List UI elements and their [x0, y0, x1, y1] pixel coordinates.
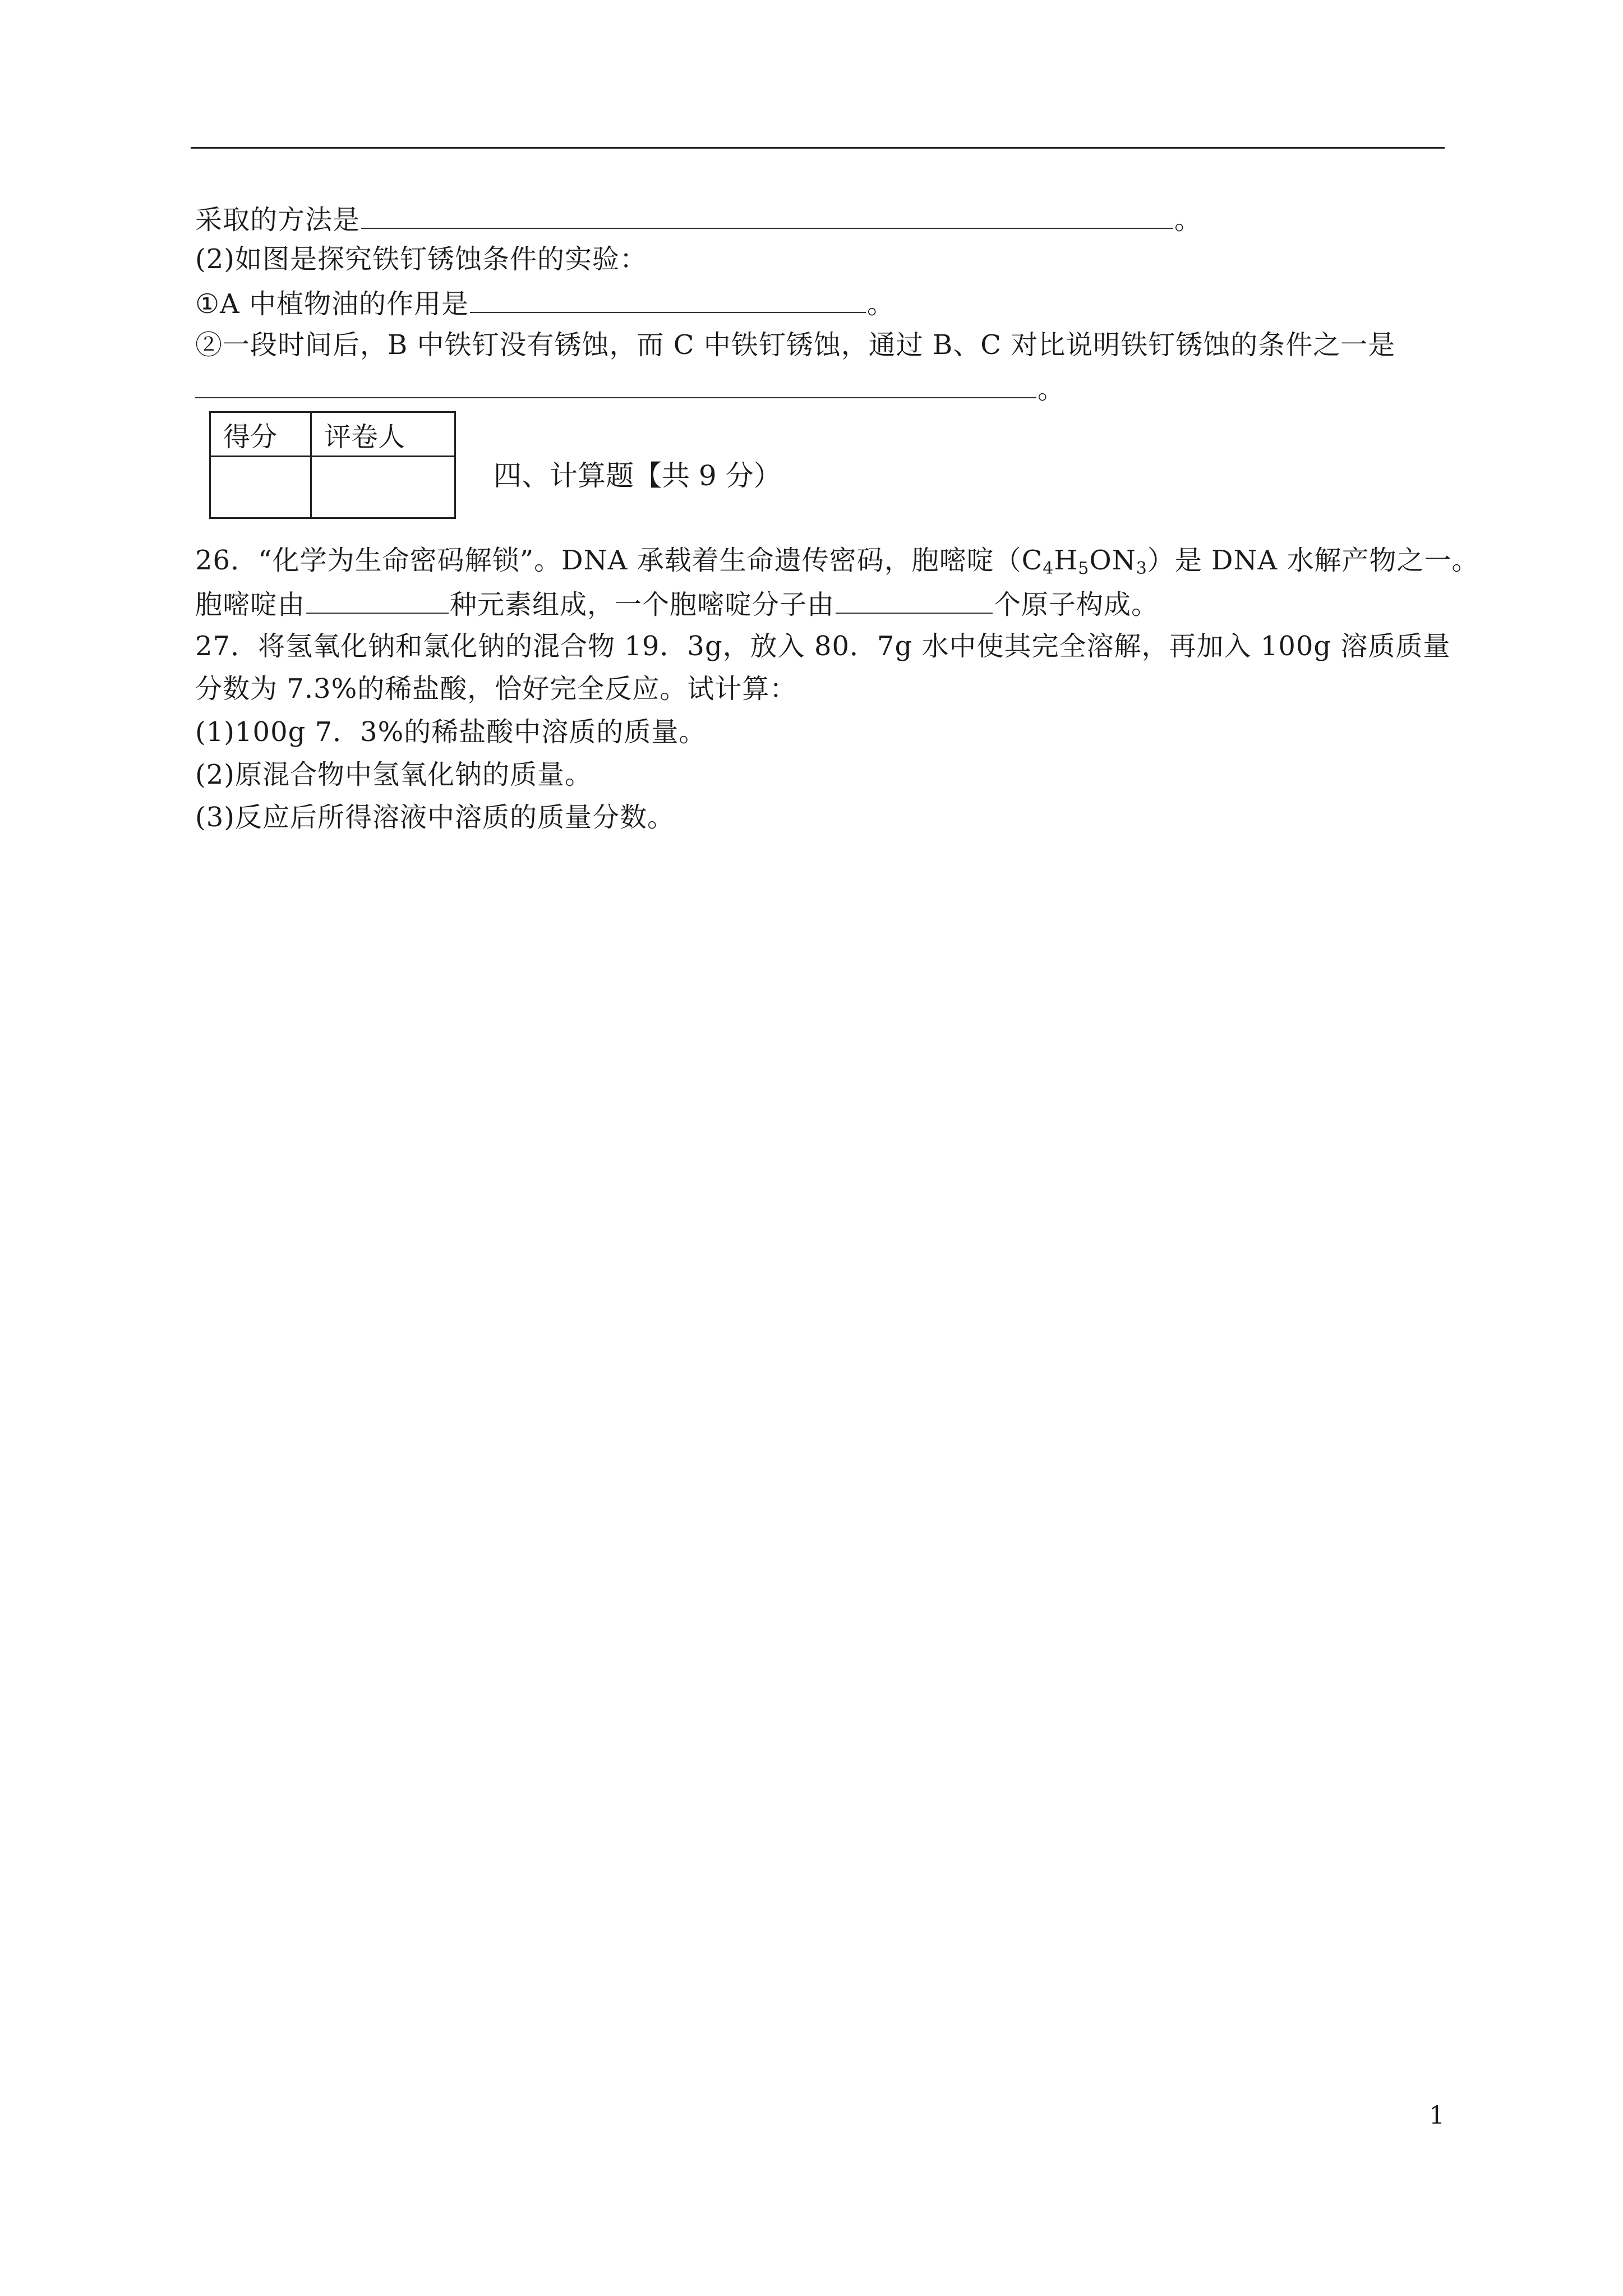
section-title: 四、计算题【共 9 分） — [494, 459, 782, 492]
question-26-line-1: 26．“化学为生命密码解锁”。DNA 承载着生命遗传密码，胞嘧啶$(C_4H_5ON_3)$是 DNA 水解产物之一。 — [195, 545, 1479, 578]
header-rule — [191, 147, 1445, 149]
question-25-line-rust: ②一段时间后，B 中铁钉没有锈蚀，而 C 中铁钉锈蚀，通过 B、C 对比说明铁钉锈蚀的条件之一是 — [195, 329, 1396, 361]
grader-header: 评卷人 — [311, 412, 455, 457]
score-cell[interactable] — [210, 457, 311, 518]
score-header: 得分 — [210, 412, 311, 457]
question-25-line-oil — [195, 285, 895, 321]
question-25-part-2: (2)如图是探究铁钉锈蚀条件的实验： — [195, 243, 647, 275]
question-25-line-method — [195, 201, 1202, 237]
grader-cell[interactable] — [311, 457, 455, 518]
method-label: 采取的方法是 — [195, 204, 361, 236]
line-end: 。 — [1174, 204, 1202, 236]
question-27-sub-3: (3)反应后所得溶液中溶质的质量分数。 — [195, 802, 675, 833]
answer-blank[interactable] — [306, 586, 449, 614]
answer-blank[interactable] — [470, 285, 866, 313]
answer-blank[interactable] — [195, 370, 1036, 398]
question-25-line-rust-answer — [195, 370, 1065, 407]
line-end: 。 — [866, 288, 895, 320]
answer-blank[interactable] — [836, 586, 993, 614]
score-table — [209, 411, 456, 519]
question-27-sub-2: (2)原混合物中氢氧化钠的质量。 — [195, 759, 592, 790]
page-number: 1 — [1429, 2101, 1445, 2130]
oil-label: ①A 中植物油的作用是 — [195, 288, 469, 320]
question-27-line-2: 分数为 7.3%的稀盐酸，恰好完全反应。试计算： — [195, 673, 797, 705]
question-27-sub-1: (1)100g 7．3%的稀盐酸中溶质的质量。 — [195, 716, 707, 748]
question-26-line-2: 胞嘧啶由 种元素组成，一个胞嘧啶分子由 个原子构成。 — [195, 586, 1159, 622]
answer-blank[interactable] — [361, 201, 1173, 229]
question-27-line-1: 27．将氢氧化钠和氯化钠的混合物 19．3g，放入 80．7g 水中使其完全溶解，再加入 100g 溶质质量 — [195, 631, 1451, 662]
line-end: 。 — [1038, 374, 1066, 405]
